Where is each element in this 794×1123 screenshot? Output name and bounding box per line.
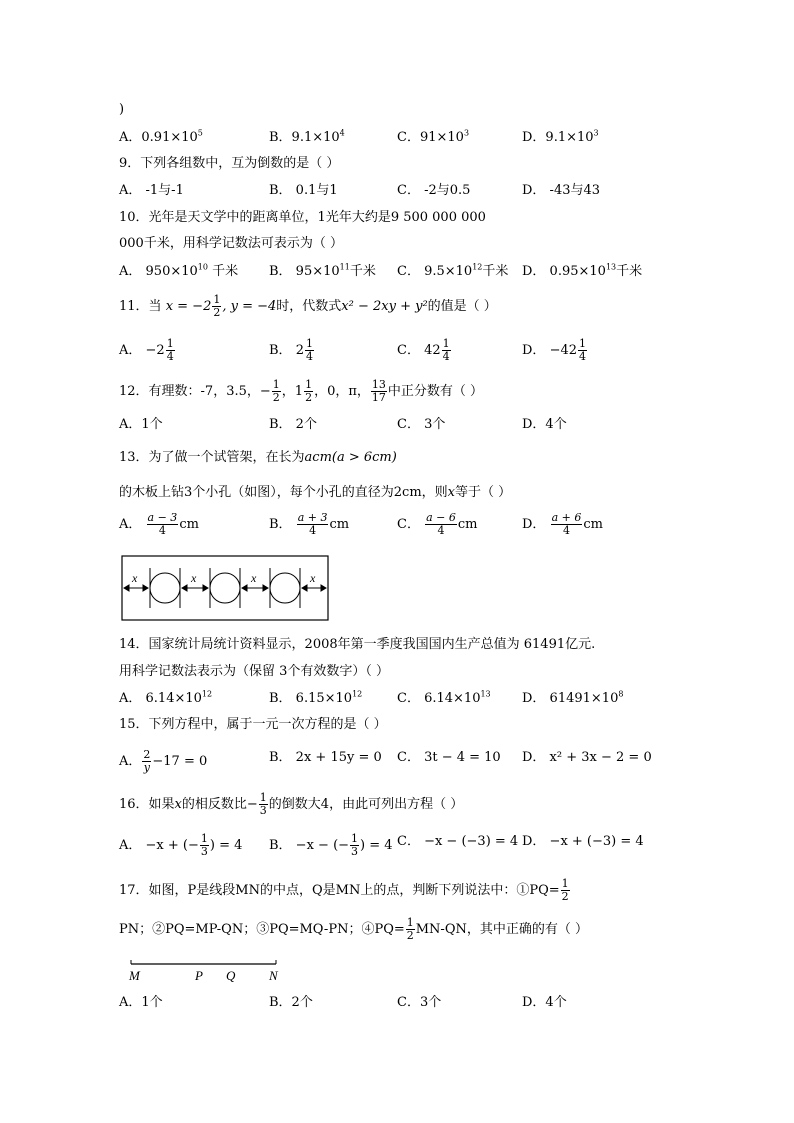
q15-stem: 15．下列方程中，属于一元一次方程的是（ ） [119, 717, 387, 732]
point-label-q: Q [226, 968, 236, 983]
q17-option-d: D．4个 [522, 995, 567, 1010]
q13-option-d: D． $\frac{a + 6}{4}$ cm [522, 511, 603, 537]
q12-option-b: B． 2个 [269, 417, 317, 432]
q16-option-c: C． −x − (−3) = 4 [397, 834, 519, 849]
q9-stem: 9．下列各组数中，互为倒数的是（ ） [119, 156, 340, 171]
q10-option-d: D． $0.95\times 10^{13}$千米 [522, 262, 643, 279]
q11-stem: 11．当 x = −2 $\frac{1}{2}$ , y = −4时，代数式x² − 2xy + y²的值是（ ） [119, 293, 497, 319]
q13-stem-line2: 的木板上钻3个小孔（如图），每个小孔的直径为2cm，则x等于（ ） [119, 485, 512, 500]
q8-option-b: B．$9.1\times 10^4$ [269, 128, 345, 145]
q15-option-d: D． x² + 3x − 2 = 0 [522, 750, 652, 765]
q14-option-c: C． $6.14\times 10^{13}$ [397, 689, 491, 706]
q14-option-b: B． $6.15\times 10^{12}$ [269, 689, 363, 706]
q14-stem-line2: 用科学记数法表示为（保留 3个有效数字）（ ） [119, 664, 390, 679]
hole-3 [270, 568, 300, 608]
gap-label: x [191, 571, 197, 585]
q13-stem-line1: 13．为了做一个试管架，在长为acm(a > 6cm) [119, 450, 397, 465]
q11-option-a: A． −2 $\frac{1}{4}$ [119, 337, 174, 363]
q8-option-d: D．$9.1\times 10^3$ [522, 128, 599, 145]
fraction: $\frac{1}{2}$ [213, 293, 221, 319]
q12-option-d: D．4个 [522, 417, 567, 432]
q14-option-a: A． $6.14\times 10^{12}$ [119, 689, 213, 706]
q10-option-c: C． $9.5\times 10^{12}$千米 [397, 262, 509, 279]
q16-option-a: A． −x + (− $\frac{1}{3}$ ) = 4 [119, 832, 243, 858]
gap-label: x [310, 571, 316, 585]
q15-option-a: A． $\frac{2}{y}-17 = 0$ [119, 748, 208, 774]
q14-option-d: D． $61491\times 10^8$ [522, 689, 624, 706]
gap-label: x [251, 571, 257, 585]
q17-option-c: C．3个 [397, 995, 442, 1010]
q17-stem-line2: PN；②PQ=MP-QN；③PQ=MQ-PN；④PQ= $\frac{1}{2}$ MN-QN，其中正确的有（ ） [119, 916, 588, 942]
q11-option-b: B． 2 $\frac{1}{4}$ [269, 337, 313, 363]
q9-option-d: D． -43与43 [522, 183, 601, 198]
q12-stem: 12．有理数：-7，3.5，− $\frac{1}{2}$ ，1 $\frac{1}{2}$ ，0，π， $\frac{13}{17}$ 中正分数有（ ） [119, 378, 484, 404]
gap-arrows [124, 585, 326, 591]
q12-option-c: C． 3个 [397, 417, 446, 432]
q15-option-b: B． 2x + 15y = 0 [269, 750, 382, 765]
q13-board-figure [121, 555, 331, 623]
q10-stem-line2: 000千米，用科学记数法可表示为（ ） [119, 236, 343, 251]
q13-option-b: B． $\frac{a + 3}{4}$ cm [269, 511, 350, 537]
q11-option-c: C． 42 $\frac{1}{4}$ [397, 337, 450, 363]
q9-option-c: C． -2与0.5 [397, 183, 471, 198]
q16-option-b: B． −x − (− $\frac{1}{3}$ ) = 4 [269, 832, 393, 858]
gap-label: x [132, 571, 138, 585]
q13-option-a: A． $\frac{a - 3}{4}$ cm [119, 511, 199, 537]
q12-option-a: A．1个 [119, 417, 163, 432]
point-label-n: N [269, 968, 278, 983]
q10-option-b: B． $95\times 10^{11}$千米 [269, 262, 376, 279]
q16-option-d: D． −x + (−3) = 4 [522, 834, 644, 849]
q14-stem-line1: 14．国家统计局统计资料显示，2008年第一季度我国国内生产总值为 61491亿元. [119, 637, 596, 652]
q17-segment-figure [122, 956, 292, 984]
q10-stem-line1: 10．光年是天文学中的距离单位，1光年大约是9 500 000 000 [119, 210, 486, 225]
q17-stem-line1: 17．如图，P是线段MN的中点，Q是MN上的点，判断下列说法中：①PQ= $\frac{1}{2}$ [119, 877, 569, 903]
hole-1 [150, 568, 180, 608]
q16-stem: 16．如果x的相反数比− $\frac{1}{3}$ 的倒数大4，由此可列出方程（ ） [119, 791, 464, 817]
point-label-p: P [195, 968, 203, 983]
q9-option-b: B． 0.1与1 [269, 183, 338, 198]
q17-option-a: A．1个 [119, 995, 163, 1010]
q8-option-a: A．$0.91\times 10^5$ [119, 128, 203, 145]
q9-option-a: A． -1与-1 [119, 183, 184, 198]
point-label-m: M [129, 968, 140, 983]
q17-option-b: B．2个 [269, 995, 313, 1010]
q8-stem-end: ) [119, 102, 125, 117]
q8-option-c: C．$91\times 10^3$ [397, 128, 470, 145]
q11-option-d: D． −42 $\frac{1}{4}$ [522, 337, 587, 363]
q15-option-c: C． 3t − 4 = 10 [397, 750, 501, 765]
q10-option-a: A． $950\times 10^{10}$ 千米 [119, 262, 239, 279]
q13-option-c: C． $\frac{a - 6}{4}$ cm [397, 511, 478, 537]
hole-2 [210, 568, 240, 608]
